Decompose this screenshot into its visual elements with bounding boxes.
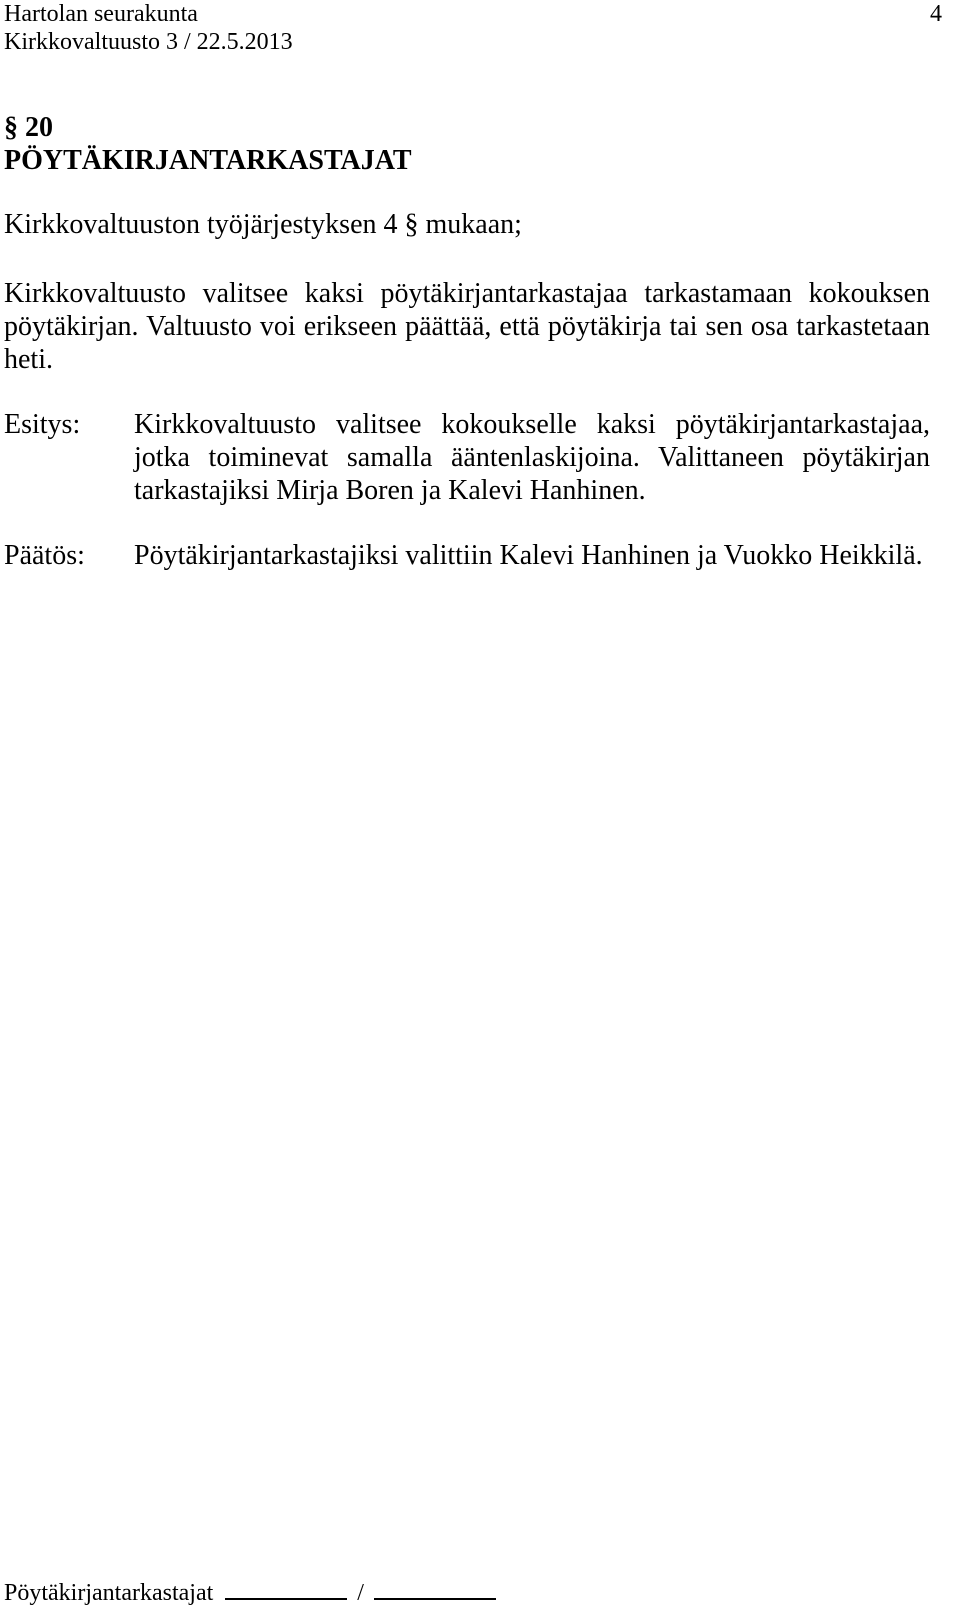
footer-separator: /: [357, 1580, 364, 1606]
section-title: PÖYTÄKIRJANTARKASTAJAT: [4, 145, 412, 176]
decision-label: Päätös:: [4, 540, 85, 571]
footer-signatures: [4, 1576, 496, 1607]
decision-text: Pöytäkirjantarkastajiksi valittiin Kalevi Hanhinen ja Vuokko Heikkilä.: [134, 540, 923, 571]
organization-name: Hartolan seurakunta: [4, 1, 198, 27]
section-number: § 20: [4, 112, 53, 143]
proposal-label: Esitys:: [4, 409, 81, 440]
rule-paragraph: Kirkkovaltuusto valitsee kaksi pöytäkirjantarkastajaa tarkastamaan kokouksen pöytäkirjan. Valtuusto voi erikseen päättää, että pöytäkirja tai sen osa tarkastetaan heti.: [4, 278, 930, 375]
footer-label: Pöytäkirjantarkastajat: [4, 1580, 214, 1606]
signature-blank-1: [225, 1576, 347, 1600]
intro-text: Kirkkovaltuuston työjärjestyksen 4 § mukaan;: [4, 209, 522, 240]
proposal-text: Kirkkovaltuusto valitsee kokoukselle kaksi pöytäkirjantarkastajaa, jotka toiminevat samalla ääntenlaskijoina. Valittaneen pöytäkirjan tarkastajiksi Mirja Boren ja Kalevi Hanhinen.: [134, 409, 930, 506]
page-number: 4: [930, 1, 942, 27]
meeting-info: Kirkkovaltuusto 3 / 22.5.2013: [4, 29, 293, 55]
signature-blank-2: [374, 1576, 496, 1600]
